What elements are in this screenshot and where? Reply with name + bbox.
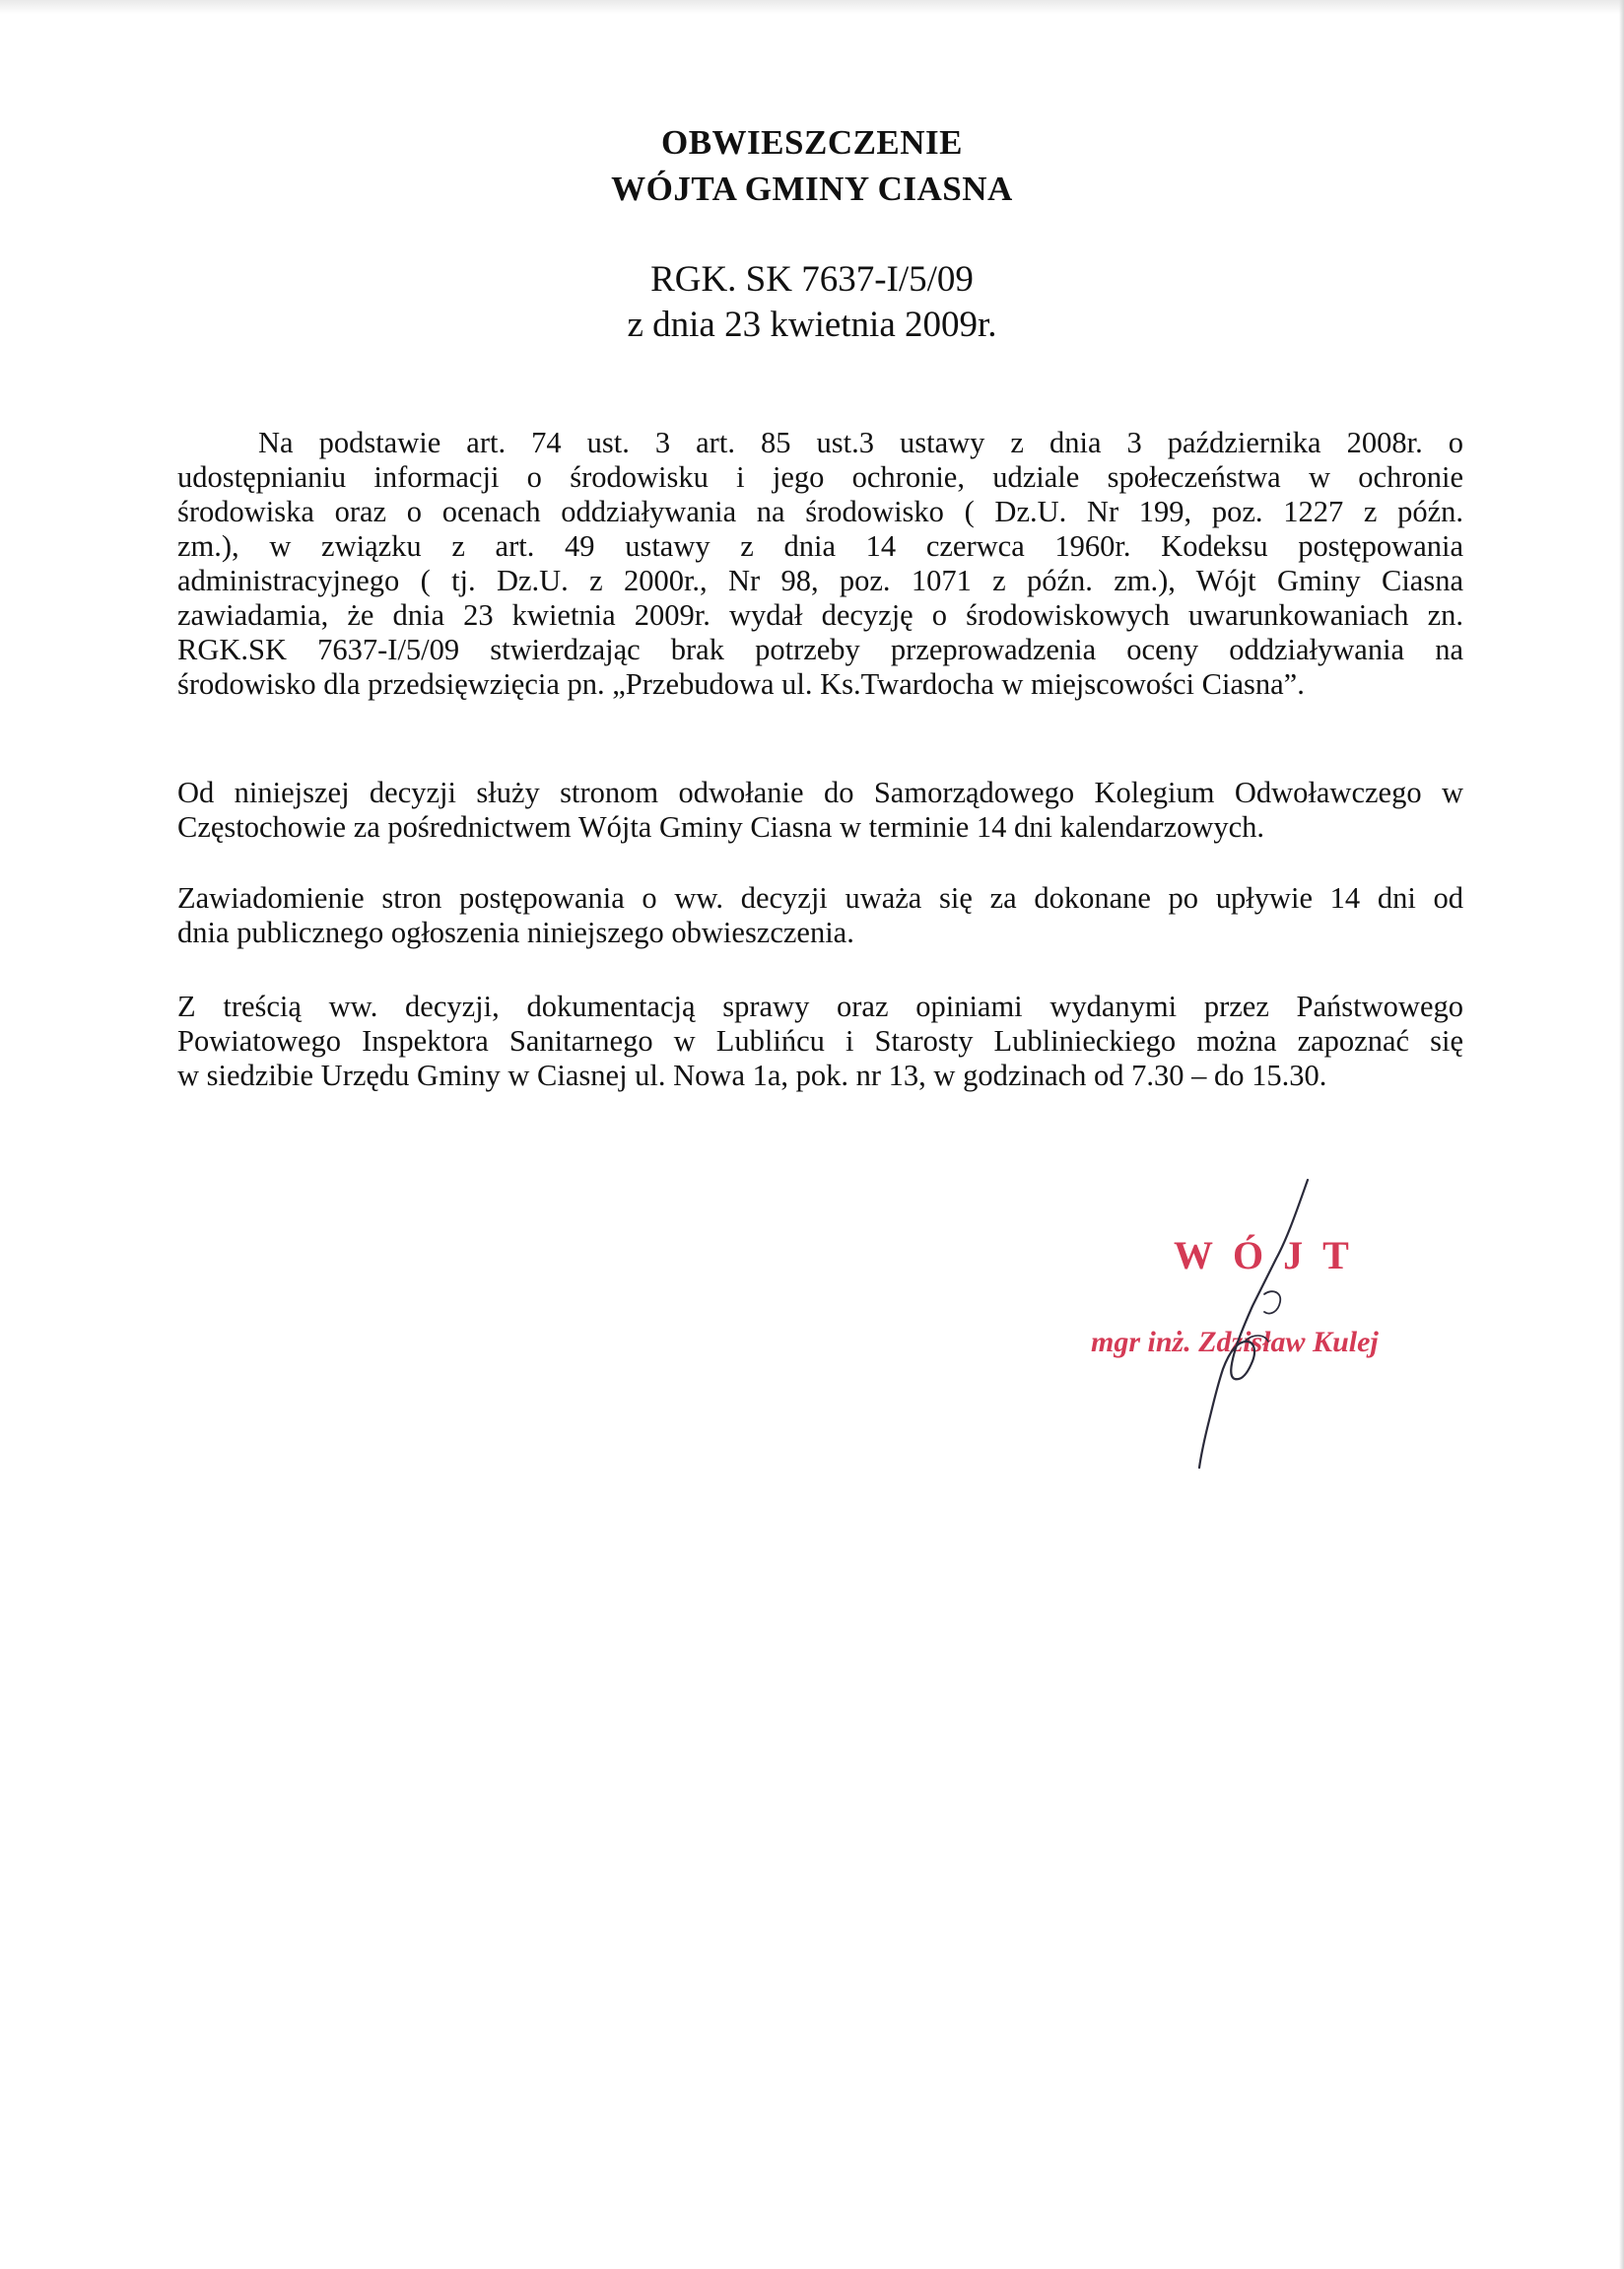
handwritten-signature (1079, 1168, 1493, 1493)
paragraph-notification (177, 881, 1463, 950)
paragraph-line: RGK.SK 7637-I/5/09 stwierdzając brak potrzeby przeprowadzenia oceny oddziaływania na (177, 633, 1463, 666)
paragraph-line: Powiatowego Inspektora Sanitarnego w Lublińcu i Starosty Lublinieckiego można zapoznać się (177, 1024, 1463, 1058)
signature-stamp (1079, 1168, 1493, 1493)
paragraph-line: dnia publicznego ogłoszenia niniejszego obwieszczenia. (177, 916, 854, 949)
paragraph-line: administracyjnego ( tj. Dz.U. z 2000r., Nr 98, poz. 1071 z późn. zm.), Wójt Gminy Ciasna (177, 564, 1463, 597)
paragraph-appeal (177, 776, 1463, 845)
stamp-office-title: WÓJT (1174, 1233, 1369, 1277)
reference-number: RGK. SK 7637-I/5/09 (650, 259, 974, 300)
paragraph-line: środowiska oraz o ocenach oddziaływania na środowisko ( Dz.U. Nr 199, poz. 1227 z późn. (177, 495, 1463, 528)
paragraph-line: Na podstawie art. 74 ust. 3 art. 85 ust.3 ustawy z dnia 3 października 2008r. o (258, 426, 1463, 459)
scan-edge-top (0, 0, 1624, 14)
paragraph-line: udostępnianiu informacji o środowisku i jego ochronie, udziale społeczeństwa w ochronie (177, 460, 1463, 494)
paragraph-line: zawiadamia, że dnia 23 kwietnia 2009r. wydał decyzję o środowiskowych uwarunkowaniach zn. (177, 598, 1463, 632)
paragraph-line: środowisko dla przedsięwzięcia pn. „Przebudowa ul. Ks.Twardocha w miejscowości Ciasna”. (177, 667, 1305, 701)
paragraph-line: Zawiadomienie stron postępowania o ww. decyzji uważa się za dokonane po upływie 14 dni od (177, 881, 1463, 915)
paragraph-line: w siedzibie Urzędu Gminy w Ciasnej ul. Nowa 1a, pok. nr 13, w godzinach od 7.30 – do 15.30. (177, 1059, 1327, 1092)
paragraph-legal-basis (177, 426, 1463, 702)
paragraph-line: zm.), w związku z art. 49 ustawy z dnia 14 czerwca 1960r. Kodeksu postępowania (177, 529, 1463, 563)
paragraph-line: Częstochowie za pośrednictwem Wójta Gminy Ciasna w terminie 14 dni kalendarzowych. (177, 810, 1265, 844)
paragraph-inspection (177, 990, 1463, 1093)
paragraph-line: Z treścią ww. decyzji, dokumentacją sprawy oraz opiniami wydanymi przez Państwowego (177, 990, 1463, 1023)
paragraph-line: Od niniejszej decyzji służy stronom odwołanie do Samorządowego Kolegium Odwoławczego w (177, 776, 1463, 809)
notice-title: OBWIESZCZENIE (660, 123, 964, 162)
notice-issuer: WÓJTA GMINY CIASNA (611, 170, 1013, 208)
stamp-signer-name: mgr inż. Zdzisław Kulej (1091, 1326, 1379, 1358)
notice-date: z dnia 23 kwietnia 2009r. (627, 305, 997, 345)
